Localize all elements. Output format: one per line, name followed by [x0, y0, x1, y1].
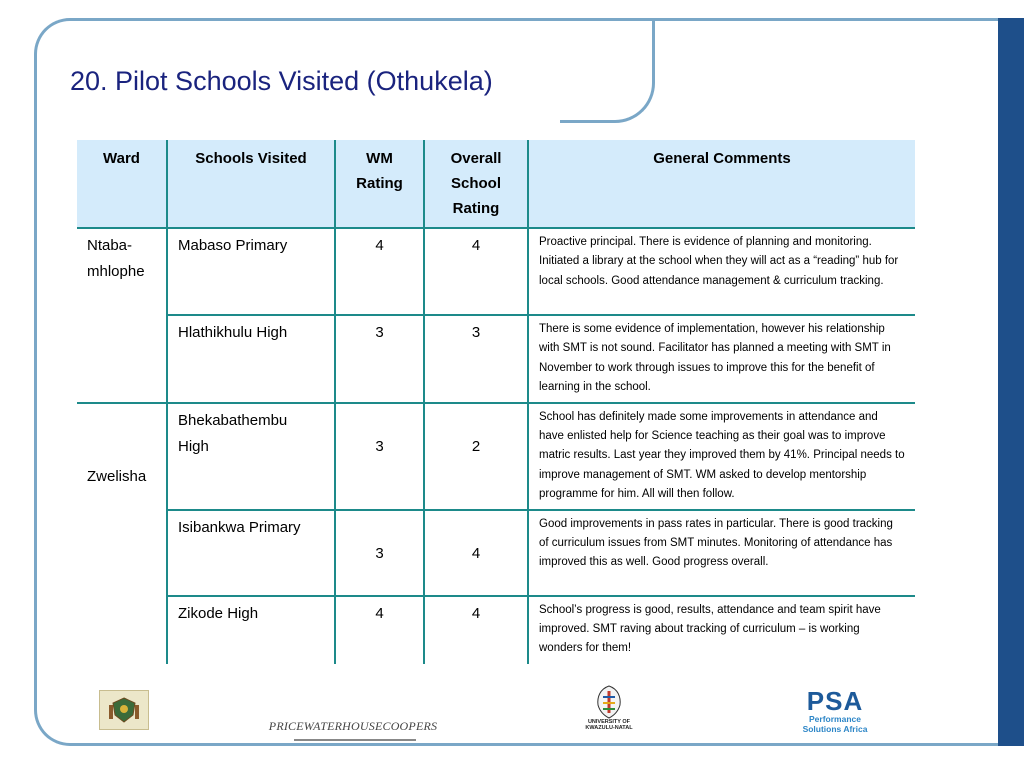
comment-cell: Good improvements in pass rates in particular. There is good tracking of curriculum issues from SMT minutes. Monitoring of attendance has improved this as well. Good progress overall. — [528, 510, 915, 596]
header-ward: Ward — [77, 140, 167, 228]
header-wm-rating: WM Rating — [335, 140, 424, 228]
kzn-coat-of-arms-logo — [99, 690, 149, 730]
wm-rating-cell: 3 — [335, 510, 424, 596]
overall-rating-cell: 2 — [424, 403, 528, 510]
comment-cell: School’s progress is good, results, attendance and team spirit have improved. SMT raving about tracking of curriculum – is working wonders for them! — [528, 596, 915, 664]
table-header-row — [77, 140, 915, 228]
comment-cell: Proactive principal. There is evidence of planning and monitoring. Initiated a library at the school when they will act as a “reading” hub for local schools. Good attendance management & curriculum tracking. — [539, 236, 899, 287]
table-row — [77, 510, 915, 596]
header-schools: Schools Visited — [167, 140, 335, 228]
pwc-logo: PRICEWATERHOUSECOOPERS — [294, 713, 416, 741]
overall-rating-cell: 4 — [424, 228, 528, 315]
school-cell: Hlathikhulu High — [167, 315, 335, 403]
table-row — [77, 403, 915, 510]
comment-cell: There is some evidence of implementation, however his relationship with SMT is not sound. Facilitator has planned a meeting with SMT in November to work through issues to improve this for the benefit of learning in the school. — [528, 315, 915, 403]
ukzn-logo: UNIVERSITY OF KWAZULU-NATAL — [576, 680, 642, 736]
psa-logo: PSA Performance Solutions Africa — [802, 686, 868, 734]
wm-rating-cell: 3 — [335, 403, 424, 510]
table-row — [77, 228, 915, 315]
overall-rating-cell: 3 — [424, 315, 528, 403]
ward-cell: Ntaba- mhlophe — [77, 228, 167, 403]
header-overall-rating: Overall School Rating — [424, 140, 528, 228]
header-curve-decoration — [560, 20, 655, 123]
wm-rating-cell: 3 — [335, 315, 424, 403]
overall-rating-cell: 4 — [424, 510, 528, 596]
slide-title: 20. Pilot Schools Visited (Othukela) — [70, 66, 493, 96]
coat-of-arms-icon — [107, 695, 141, 725]
school-cell: Mabaso Primary — [167, 228, 335, 315]
wm-rating-cell: 4 — [335, 228, 424, 315]
header-comments: General Comments — [528, 140, 915, 228]
side-bar-decoration — [998, 18, 1024, 746]
ward-cell: Zwelisha — [77, 403, 167, 664]
school-cell: Isibankwa Primary — [167, 510, 335, 596]
school-cell: Bhekabathembu High — [167, 403, 335, 510]
school-cell: Zikode High — [167, 596, 335, 664]
table-row — [77, 596, 915, 664]
wm-rating-cell: 4 — [335, 596, 424, 664]
ukzn-shield-icon — [594, 685, 624, 719]
comment-cell: School has definitely made some improvements in attendance and have enlisted help for Science teaching as their goal was to improve matric results. Last year they improved them by 41%. Principal needs to improve management of SMT. WM asked to develop mentorship programme for him. All will then follow. — [528, 403, 915, 510]
schools-table — [77, 140, 915, 664]
overall-rating-cell: 4 — [424, 596, 528, 664]
table-row — [77, 315, 915, 403]
